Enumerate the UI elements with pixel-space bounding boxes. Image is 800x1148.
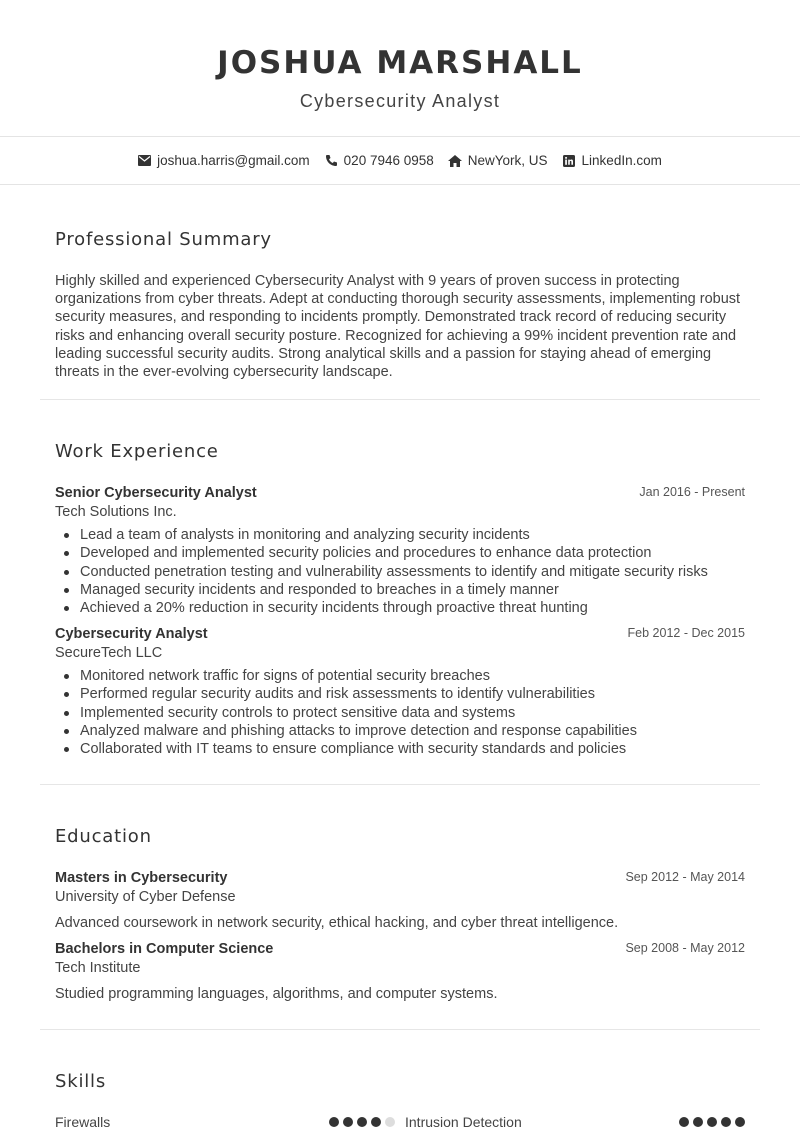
resume-header	[0, 0, 800, 136]
rating-dot-icon	[343, 1117, 353, 1127]
contact-linkedin[interactable]	[563, 153, 662, 168]
education-entry	[55, 940, 745, 1003]
school-name: University of Cyber Defense	[55, 889, 236, 906]
skill-rating	[329, 1117, 395, 1127]
job-bullet: Achieved a 20% reduction in security incidents through proactive threat hunting	[55, 599, 745, 617]
contact-linkedin-text: LinkedIn.com	[581, 153, 662, 168]
summary-text: Highly skilled and experienced Cybersecurity Analyst with 9 years of proven success in protecting organizations from cyber threats. Adept at conducting thorough security assessments, implementing robust security measures, and responding to incidents promptly. Demonstrated track record of reducing security risks and enhancing overall security posture. Recognized for achieving a 99% incident prevention rate and leading successful security audits. Strong analytical skills and a passion for staying ahead of emerging threats in the ever-evolving cybersecurity landscape.	[55, 273, 741, 381]
summary-section	[40, 185, 760, 400]
summary-heading: Professional Summary	[55, 229, 272, 250]
contact-location	[449, 153, 548, 168]
job-bullet: Monitored network traffic for signs of potential security breaches	[55, 667, 745, 685]
experience-section	[40, 400, 760, 785]
job-bullet: Conducted penetration testing and vulnerability assessments to identify and mitigate security risks	[55, 563, 745, 581]
skill-item	[55, 1114, 395, 1130]
job-bullet: Managed security incidents and responded to breaches in a timely manner	[55, 581, 745, 599]
contact-email-text: joshua.harris@gmail.com	[157, 153, 310, 168]
job-bullet: Collaborated with IT teams to ensure compliance with security standards and policies	[55, 740, 745, 758]
rating-dot-icon	[385, 1117, 395, 1127]
job-bullet: Lead a team of analysts in monitoring and analyzing security incidents	[55, 526, 745, 544]
rating-dot-icon	[707, 1117, 717, 1127]
job-entry	[55, 484, 745, 617]
contact-email[interactable]	[138, 153, 310, 168]
job-bullets	[55, 667, 745, 758]
rating-dot-icon	[735, 1117, 745, 1127]
rating-dot-icon	[357, 1117, 367, 1127]
job-company: SecureTech LLC	[55, 645, 163, 662]
job-title: Senior Cybersecurity Analyst	[55, 485, 257, 502]
education-heading: Education	[55, 826, 152, 848]
skills-row	[55, 1114, 745, 1130]
rating-dot-icon	[679, 1117, 689, 1127]
degree-title: Bachelors in Computer Science	[55, 941, 274, 958]
rating-dot-icon	[693, 1117, 703, 1127]
skills-section	[40, 1030, 760, 1148]
resume-body	[0, 185, 800, 1148]
job-bullet: Performed regular security audits and risk assessments to identify vulnerabilities	[55, 685, 745, 703]
school-name: Tech Institute	[55, 960, 141, 977]
home-icon	[449, 154, 462, 167]
job-bullet: Implemented security controls to protect sensitive data and systems	[55, 704, 745, 722]
contact-phone[interactable]	[325, 153, 434, 168]
education-description: Advanced coursework in network security, ethical hacking, and cyber threat intelligence.	[55, 915, 619, 932]
rating-dot-icon	[721, 1117, 731, 1127]
contact-location-text: NewYork, US	[467, 153, 548, 168]
education-entry	[55, 869, 745, 932]
linkedin-icon	[563, 154, 576, 167]
skill-name: Intrusion Detection	[405, 1114, 522, 1131]
rating-dot-icon	[329, 1117, 339, 1127]
education-section	[40, 785, 760, 1030]
education-date: Sep 2012 - May 2014	[625, 870, 745, 885]
education-description: Studied programming languages, algorithms, and computer systems.	[55, 986, 498, 1003]
job-title: Cybersecurity Analyst	[55, 626, 208, 643]
phone-icon	[325, 154, 338, 167]
contact-bar	[0, 136, 800, 185]
envelope-icon	[138, 154, 151, 167]
education-date: Sep 2008 - May 2012	[625, 941, 745, 956]
job-entry	[55, 625, 745, 758]
contact-phone-text: 020 7946 0958	[343, 153, 434, 168]
job-bullet: Developed and implemented security policies and procedures to enhance data protection	[55, 544, 745, 562]
skills-heading: Skills	[55, 1071, 107, 1093]
degree-title: Masters in Cybersecurity	[55, 870, 228, 887]
job-date: Feb 2012 - Dec 2015	[627, 626, 745, 641]
job-date: Jan 2016 - Present	[639, 485, 745, 500]
skill-item	[405, 1114, 745, 1130]
skill-rating	[679, 1117, 745, 1127]
job-bullets	[55, 526, 745, 617]
candidate-title: Cybersecurity Analyst	[299, 91, 501, 111]
job-company: Tech Solutions Inc.	[55, 504, 177, 521]
candidate-name: JOSHUA MARSHALL	[217, 45, 583, 81]
skill-name: Firewalls	[55, 1114, 111, 1131]
experience-heading: Work Experience	[55, 441, 219, 463]
job-bullet: Analyzed malware and phishing attacks to improve detection and response capabilities	[55, 722, 745, 740]
rating-dot-icon	[371, 1117, 381, 1127]
